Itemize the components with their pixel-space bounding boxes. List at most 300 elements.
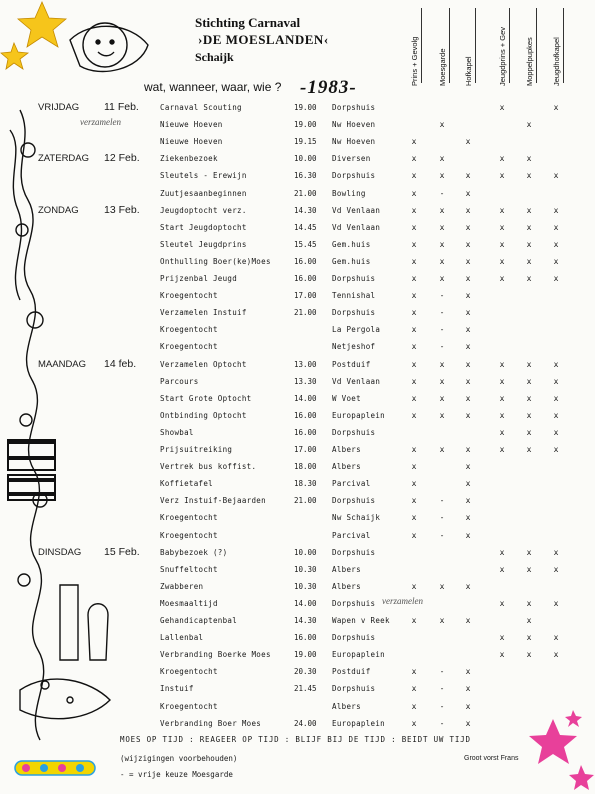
schedule-row (0, 596, 595, 612)
attendance-mark: x (439, 359, 445, 369)
time: 21.00 (294, 188, 317, 198)
schedule-row (0, 579, 595, 595)
activity: Nieuwe Hoeven (160, 137, 223, 147)
location: Bowling (332, 188, 366, 198)
time: 19.00 (294, 103, 317, 112)
location: Vd Venlaan (332, 376, 381, 386)
location: Parcival (332, 479, 371, 489)
attendance-mark: x (553, 650, 559, 660)
attendance-mark: x (553, 222, 559, 232)
schedule-row (0, 647, 595, 663)
activity: Verbranding Boerke Moes (160, 650, 271, 660)
attendance-mark: x (499, 239, 505, 249)
time: 14.30 (294, 205, 317, 215)
org-title: Stichting Carnaval (195, 15, 301, 30)
attendance-mark: x (465, 462, 471, 472)
attendance-mark: x (526, 616, 532, 625)
attendance-mark: x (465, 530, 471, 540)
attendance-mark: x (411, 445, 417, 454)
attendance-mark: x (465, 718, 471, 728)
activity: Kroegentocht (160, 530, 218, 540)
time: 16.00 (294, 256, 317, 266)
attendance-mark: x (465, 684, 471, 694)
attendance-mark: x (526, 427, 532, 437)
attendance-mark: x (553, 564, 559, 574)
schedule-row (0, 322, 595, 338)
time: 19.00 (294, 120, 317, 130)
attendance-mark: x (439, 581, 445, 591)
date-label: 15 Feb. (104, 545, 140, 558)
attendance-mark: x (465, 239, 471, 249)
attendance-mark: x (439, 410, 445, 420)
attendance-mark: x (439, 239, 445, 249)
location: Postduif (332, 667, 371, 677)
activity: Kroegentocht (160, 342, 218, 352)
schedule-row (0, 681, 595, 697)
signature-greeting: Groot vorst Frans (464, 755, 519, 762)
attendance-mark: x (439, 171, 445, 181)
day-label: ZATERDAG (38, 153, 90, 165)
attendance-mark: x (499, 633, 505, 643)
time: 10.00 (294, 547, 317, 557)
attendance-mark: x (411, 188, 417, 198)
footer-legend: - = vrije keuze Moesgarde (120, 770, 233, 779)
column-header (522, 6, 536, 86)
attendance-mark: x (465, 445, 471, 454)
attendance-mark: x (465, 256, 471, 266)
attendance-mark: x (465, 137, 471, 147)
time: 14.00 (294, 393, 317, 403)
attendance-mark: x (499, 598, 505, 608)
time: 10.30 (294, 564, 317, 574)
time: 16.00 (294, 633, 317, 643)
column-divider (421, 8, 422, 83)
watermark-logo (14, 759, 96, 777)
activity: Parcours (160, 376, 199, 386)
schedule-row (0, 442, 595, 458)
time: 13.00 (294, 359, 317, 369)
schedule-row (0, 408, 595, 424)
attendance-mark: x (499, 376, 505, 386)
schedule-row (0, 220, 595, 236)
location: Parcival (332, 530, 371, 540)
attendance-mark: x (411, 530, 417, 540)
activity: Lallenbal (160, 633, 204, 643)
schedule-row (0, 305, 595, 321)
attendance-mark: x (526, 171, 532, 181)
location: Dorpshuis (332, 103, 376, 112)
schedule-row (0, 545, 595, 561)
schedule-row (0, 254, 595, 270)
schedule-row (0, 339, 595, 355)
schedule-row (0, 203, 595, 219)
attendance-mark: x (499, 564, 505, 574)
schedule-row (0, 237, 595, 253)
attendance-mark: x (499, 222, 505, 232)
time: 16.00 (294, 274, 317, 283)
location: Dorpshuis (332, 171, 376, 181)
attendance-mark: x (411, 684, 417, 694)
org-name: ›DE MOESLANDEN‹ (198, 32, 329, 47)
attendance-mark: x (439, 222, 445, 232)
day-label: MAANDAG (38, 358, 87, 370)
activity: Instuif (160, 684, 194, 694)
attendance-mark: - (439, 308, 445, 318)
attendance-mark: x (553, 103, 559, 112)
attendance-mark: x (411, 667, 417, 677)
time: 10.30 (294, 581, 317, 591)
attendance-mark: x (439, 376, 445, 386)
activity: Zwabberen (160, 581, 204, 591)
activity: Vertrek bus koffist. (160, 462, 257, 472)
attendance-mark: x (411, 205, 417, 215)
schedule-row (0, 100, 595, 116)
attendance-mark: - (439, 325, 445, 335)
schedule-row (0, 459, 595, 475)
time: 16.00 (294, 410, 317, 420)
attendance-mark: x (526, 547, 532, 557)
attendance-mark: x (553, 256, 559, 266)
attendance-mark: x (553, 205, 559, 215)
schedule-row (0, 493, 595, 509)
activity: Snuffeltocht (160, 564, 218, 574)
location: Albers (332, 462, 361, 472)
location: Vd Venlaan (332, 222, 381, 232)
activity: Carnaval Scouting (160, 103, 242, 112)
attendance-mark: x (411, 616, 417, 625)
attendance-mark: x (526, 222, 532, 232)
schedule-row (0, 613, 595, 629)
attendance-mark: x (526, 650, 532, 660)
column-header-label: Jeugdhofkapel (552, 37, 561, 86)
footer-slogan: MOES OP TIJD : REAGEER OP TIJD : BLIJF BIJ DE TIJD : BEIDT UW TIJD (120, 735, 471, 744)
location: Albers (332, 581, 361, 591)
attendance-mark: x (526, 359, 532, 369)
schedule-row (0, 391, 595, 407)
town-name: Schaijk (195, 50, 234, 64)
attendance-mark: x (411, 581, 417, 591)
activity: Zuutjesaanbeginnen (160, 188, 247, 198)
attendance-mark: x (526, 205, 532, 215)
activity: Nieuwe Hoeven (160, 120, 223, 130)
attendance-mark: x (411, 701, 417, 711)
attendance-mark: x (526, 376, 532, 386)
schedule-row (0, 271, 595, 287)
attendance-mark: x (499, 274, 505, 283)
location: Tennishal (332, 291, 376, 301)
date-label: 12 Feb. (104, 152, 140, 165)
attendance-mark: x (465, 325, 471, 335)
location: Europaplein (332, 718, 385, 728)
attendance-mark: x (411, 239, 417, 249)
activity: Start Grote Optocht (160, 393, 252, 403)
location: Dorpshuis (332, 427, 376, 437)
column-header (407, 6, 421, 86)
attendance-mark: x (439, 445, 445, 454)
schedule-row (0, 510, 595, 526)
attendance-mark: x (439, 154, 445, 164)
attendance-mark: x (411, 291, 417, 301)
activity: Verzamelen Instuif (160, 308, 247, 318)
column-header (435, 6, 449, 86)
activity: Verzamelen Optocht (160, 359, 247, 369)
attendance-mark: x (411, 222, 417, 232)
attendance-mark: x (411, 393, 417, 403)
schedule-row (0, 374, 595, 390)
day-label: VRIJDAG (38, 102, 80, 113)
location: Gem.huis (332, 239, 371, 249)
attendance-mark: x (465, 308, 471, 318)
attendance-mark: x (526, 598, 532, 608)
attendance-mark: x (465, 376, 471, 386)
location: La Pergola (332, 325, 381, 335)
location: Dorpshuis (332, 496, 376, 506)
attendance-mark: x (465, 393, 471, 403)
schedule-row (0, 186, 595, 202)
schedule-row (0, 151, 595, 167)
time: 17.00 (294, 291, 317, 301)
attendance-mark: - (439, 291, 445, 301)
activity: Showbal (160, 427, 194, 437)
attendance-mark: x (553, 239, 559, 249)
schedule-row (0, 476, 595, 492)
column-header-label: Hofkapel (464, 56, 473, 86)
attendance-mark: x (499, 445, 505, 454)
location: W Voet (332, 393, 361, 403)
column-divider (563, 8, 564, 83)
attendance-mark: x (439, 616, 445, 625)
column-divider (475, 8, 476, 83)
activity: Kroegentocht (160, 667, 218, 677)
time: 18.00 (294, 462, 317, 472)
location: Albers (332, 445, 361, 454)
attendance-mark: x (499, 359, 505, 369)
attendance-mark: x (411, 410, 417, 420)
attendance-mark: x (499, 427, 505, 437)
attendance-mark: x (553, 633, 559, 643)
attendance-mark: x (553, 427, 559, 437)
activity: Sleutel Jeugdprins (160, 239, 247, 249)
attendance-mark: x (499, 103, 505, 112)
activity: Babybezoek (?) (160, 547, 228, 557)
activity: Ziekenbezoek (160, 154, 218, 164)
attendance-mark: x (553, 598, 559, 608)
footer-note-changes: (wijzigingen voorbehouden) (120, 754, 238, 763)
handwritten-note: verzamelen (80, 117, 121, 128)
attendance-mark: x (465, 291, 471, 301)
attendance-mark: x (553, 171, 559, 181)
location: Nw Schaijk (332, 513, 381, 523)
location: Nw Hoeven (332, 137, 376, 147)
location: Dorpshuis (332, 633, 376, 643)
schedule-row (0, 134, 595, 150)
activity: Gehandicaptenbal (160, 616, 238, 625)
attendance-mark: x (465, 616, 471, 625)
attendance-mark: x (526, 393, 532, 403)
column-header (495, 6, 509, 86)
attendance-mark: x (411, 479, 417, 489)
time: 24.00 (294, 718, 317, 728)
activity: Kroegentocht (160, 701, 218, 711)
schedule-row (0, 288, 595, 304)
tagline: wat, wanneer, waar, wie ? (144, 80, 282, 94)
attendance-mark: x (411, 154, 417, 164)
activity: Jeugdoptocht verz. (160, 205, 247, 215)
location: Nw Hoeven (332, 120, 376, 130)
location: Netjeshof (332, 342, 376, 352)
time: 13.30 (294, 376, 317, 386)
time: 21.00 (294, 308, 317, 318)
activity: Koffietafel (160, 479, 213, 489)
activity: Onthulling Boer(ke)Moes (160, 256, 271, 266)
activity: Verbranding Boer Moes (160, 718, 262, 728)
attendance-mark: x (553, 274, 559, 283)
time: 10.00 (294, 154, 317, 164)
schedule-row (0, 664, 595, 680)
handwritten-note: verzamelen (382, 595, 423, 606)
time: 19.00 (294, 650, 317, 660)
schedule-row (0, 425, 595, 441)
attendance-mark: x (553, 445, 559, 454)
attendance-mark: x (465, 222, 471, 232)
attendance-mark: x (411, 376, 417, 386)
location: Gem.huis (332, 256, 371, 266)
time: 16.30 (294, 171, 317, 181)
time: 21.45 (294, 684, 317, 694)
attendance-mark: x (526, 410, 532, 420)
attendance-mark: x (411, 513, 417, 523)
attendance-mark: x (411, 137, 417, 147)
attendance-mark: x (465, 667, 471, 677)
attendance-mark: x (411, 325, 417, 335)
attendance-mark: x (553, 359, 559, 369)
attendance-mark: x (553, 393, 559, 403)
attendance-mark: x (526, 256, 532, 266)
activity: Verz Instuif-Bejaarden (160, 496, 266, 506)
location: Dorpshuis (332, 308, 376, 318)
attendance-mark: - (439, 530, 445, 540)
attendance-mark: x (553, 410, 559, 420)
activity: Sleutels - Erewijn (160, 171, 247, 181)
attendance-mark: x (465, 701, 471, 711)
column-header (461, 6, 475, 86)
attendance-mark: x (499, 154, 505, 164)
attendance-mark: x (465, 342, 471, 352)
column-header-label: Moppelpupkes (525, 37, 534, 86)
attendance-mark: x (465, 205, 471, 215)
attendance-mark: x (499, 256, 505, 266)
time: 14.45 (294, 222, 317, 232)
location: Dorpshuis (332, 598, 376, 608)
attendance-mark: x (411, 462, 417, 472)
time: 21.00 (294, 496, 317, 506)
year-title: -1983- (300, 77, 357, 98)
time: 17.00 (294, 445, 317, 454)
attendance-mark: x (553, 547, 559, 557)
attendance-mark: x (439, 120, 445, 130)
attendance-mark: x (439, 274, 445, 283)
column-divider (509, 8, 510, 83)
attendance-mark: x (526, 445, 532, 454)
attendance-mark: x (499, 205, 505, 215)
location: Europaplein (332, 410, 385, 420)
attendance-mark: - (439, 513, 445, 523)
schedule-row (0, 699, 595, 715)
attendance-mark: x (465, 171, 471, 181)
column-divider (449, 8, 450, 83)
schedule-row (0, 630, 595, 646)
activity: Kroegentocht (160, 325, 218, 335)
date-label: 13 Feb. (104, 203, 140, 216)
column-divider (536, 8, 537, 83)
attendance-mark: - (439, 667, 445, 677)
attendance-mark: x (526, 239, 532, 249)
column-header-label: Jeugdprins + Gev (498, 27, 507, 86)
schedule-row (0, 117, 595, 133)
attendance-mark: x (465, 188, 471, 198)
attendance-mark: x (499, 171, 505, 181)
location: Albers (332, 564, 361, 574)
time: 20.30 (294, 667, 317, 677)
time: 19.15 (294, 137, 317, 147)
time: 15.45 (294, 239, 317, 249)
attendance-mark: - (439, 496, 445, 506)
attendance-mark: x (465, 410, 471, 420)
location: Albers (332, 701, 361, 711)
attendance-mark: - (439, 701, 445, 711)
location: Dorpshuis (332, 547, 376, 557)
attendance-mark: x (465, 274, 471, 283)
attendance-mark: - (439, 188, 445, 198)
attendance-mark: x (553, 376, 559, 386)
attendance-mark: x (465, 479, 471, 489)
activity: Start Jeugdoptocht (160, 222, 247, 232)
date-label: 14 feb. (104, 357, 137, 370)
attendance-mark: x (465, 359, 471, 369)
location: Dorpshuis (332, 274, 376, 283)
attendance-mark: - (439, 342, 445, 352)
location: Diversen (332, 154, 371, 164)
attendance-mark: x (411, 359, 417, 369)
schedule-row (0, 562, 595, 578)
attendance-mark: x (411, 256, 417, 266)
attendance-mark: x (499, 547, 505, 557)
location: Vd Venlaan (332, 205, 381, 215)
column-header (549, 6, 563, 86)
attendance-mark: x (411, 342, 417, 352)
schedule-row (0, 168, 595, 184)
activity: Prijsuitreiking (160, 445, 233, 454)
date-label: 11 Feb. (104, 101, 139, 113)
time: 16.00 (294, 427, 317, 437)
activity: Moesmaaltijd (160, 598, 218, 608)
attendance-mark: x (499, 393, 505, 403)
schedule-row (0, 716, 595, 732)
attendance-mark: x (465, 513, 471, 523)
attendance-mark: x (411, 718, 417, 728)
activity: Kroegentocht (160, 291, 218, 301)
attendance-mark: x (411, 308, 417, 318)
attendance-mark: x (526, 120, 532, 130)
attendance-mark: - (439, 684, 445, 694)
column-header-label: Moesgarde (438, 48, 447, 86)
time: 14.30 (294, 616, 317, 625)
time: 18.30 (294, 479, 317, 489)
day-label: DINSDAG (38, 546, 82, 558)
attendance-mark: x (411, 496, 417, 506)
location: Europaplein (332, 650, 385, 660)
attendance-mark: x (439, 256, 445, 266)
